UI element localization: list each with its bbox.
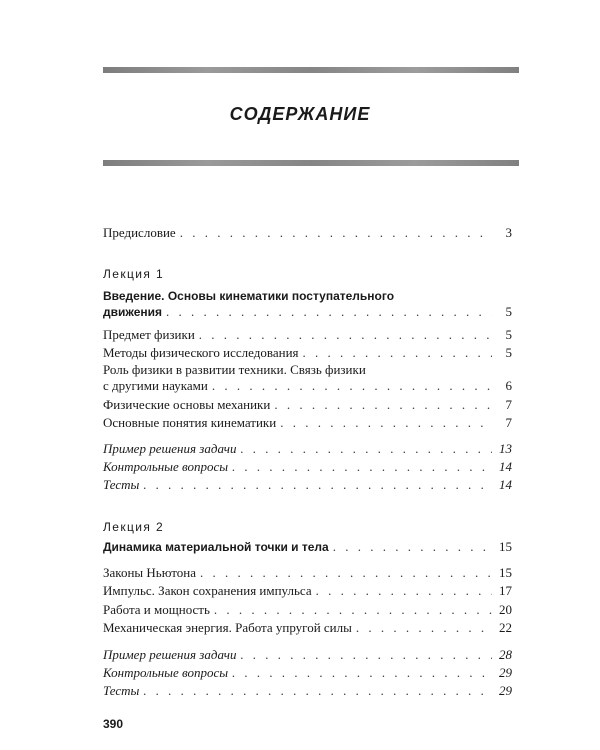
dot-leader [232, 459, 492, 475]
dot-leader [143, 477, 492, 493]
toc-entry-tests[interactable] [103, 683, 512, 699]
toc-entry-tests[interactable] [103, 477, 512, 493]
toc-entry-text: Контрольные вопросы [103, 665, 229, 680]
toc-entry-page: 14 [499, 477, 512, 492]
dot-leader [240, 647, 492, 663]
toc-entry[interactable] [103, 378, 512, 394]
toc-entry-page: 17 [499, 583, 512, 598]
dot-leader [166, 304, 492, 320]
toc-entry-questions[interactable] [103, 665, 512, 681]
page-number: 390 [103, 717, 124, 731]
toc-entry-text: Импульс. Закон сохранения импульса [103, 583, 312, 598]
toc-entry-text: Пример решения задачи [103, 441, 237, 456]
toc-entry-text: Физические основы механики [103, 397, 271, 412]
toc-entry-page: 7 [505, 415, 512, 430]
toc-entry-page: 6 [505, 378, 512, 393]
dot-leader [180, 225, 492, 241]
toc-entry-text: Механическая энергия. Работа упругой силы [103, 620, 352, 635]
dot-leader [356, 620, 492, 636]
toc-entry-example[interactable] [103, 647, 512, 663]
toc-entry-page: 5 [505, 327, 512, 342]
toc-entry-example[interactable] [103, 441, 512, 457]
toc-entry-text: Тесты [103, 477, 140, 492]
dot-leader [280, 415, 492, 431]
toc-entry-text: Пример решения задачи [103, 647, 237, 662]
top-rule [103, 67, 519, 73]
toc-entry-lecture-2-heading[interactable] [103, 539, 512, 555]
dot-leader [143, 683, 492, 699]
toc-entry-text: Тесты [103, 683, 140, 698]
toc-entry[interactable] [103, 602, 512, 618]
toc-entry[interactable] [103, 583, 512, 599]
toc-entry-text: Работа и мощность [103, 602, 210, 617]
toc-entry[interactable] [103, 345, 512, 361]
toc-entry[interactable] [103, 565, 512, 581]
toc-entry-page: 20 [499, 602, 512, 617]
dot-leader [316, 583, 492, 599]
toc-entry-text: Методы физического исследования [103, 345, 299, 360]
toc-entry-text: Предмет физики [103, 327, 195, 342]
toc-entry-page: 15 [499, 565, 512, 580]
bottom-rule [103, 160, 519, 166]
toc-entry[interactable] [103, 327, 512, 343]
dot-leader [232, 665, 492, 681]
lecture-1-label: Лекция 1 [103, 267, 165, 281]
toc-entry-page: 5 [505, 345, 512, 360]
toc-entry-text: Законы Ньютона [103, 565, 196, 580]
toc-entry-page: 28 [499, 647, 512, 662]
lecture-2-label: Лекция 2 [103, 520, 165, 534]
dot-leader [274, 397, 492, 413]
toc-entry-text: Предисловие [103, 225, 176, 240]
toc-entry-page: 13 [499, 441, 512, 456]
toc-entry[interactable] [103, 620, 512, 636]
toc-entry-page: 14 [499, 459, 512, 474]
toc-entry-preface[interactable] [103, 225, 512, 241]
toc-entry-text: движения [103, 305, 163, 319]
dot-leader [214, 602, 492, 618]
dot-leader [333, 539, 492, 555]
toc-entry-page: 29 [499, 665, 512, 680]
toc-entry-text: Контрольные вопросы [103, 459, 229, 474]
toc-entry-text: с другими науками [103, 378, 208, 393]
toc-entry-page: 29 [499, 683, 512, 698]
toc-entry-page: 15 [499, 539, 512, 554]
dot-leader [240, 441, 492, 457]
toc-entry[interactable] [103, 397, 512, 413]
toc-entry-lecture-1-heading[interactable] [103, 304, 512, 320]
toc-entry-text: Основные понятия кинематики [103, 415, 277, 430]
lecture-1-heading-line1: Введение. Основы кинематики поступательного [103, 289, 395, 303]
toc-entry-text-line1: Роль физики в развитии техники. Связь физики [103, 362, 366, 377]
page-title: СОДЕРЖАНИЕ [229, 104, 371, 124]
toc-entry[interactable] [103, 415, 512, 431]
toc-entry-page: 22 [499, 620, 512, 635]
dot-leader [303, 345, 492, 361]
toc-entry-page: 7 [505, 397, 512, 412]
toc-entry-text: Динамика материальной точки и тела [103, 540, 329, 554]
toc-entry-page: 5 [505, 304, 512, 319]
dot-leader [212, 378, 492, 394]
dot-leader [199, 327, 492, 343]
toc-entry-page: 3 [505, 225, 512, 240]
toc-entry-questions[interactable] [103, 459, 512, 475]
dot-leader [200, 565, 492, 581]
